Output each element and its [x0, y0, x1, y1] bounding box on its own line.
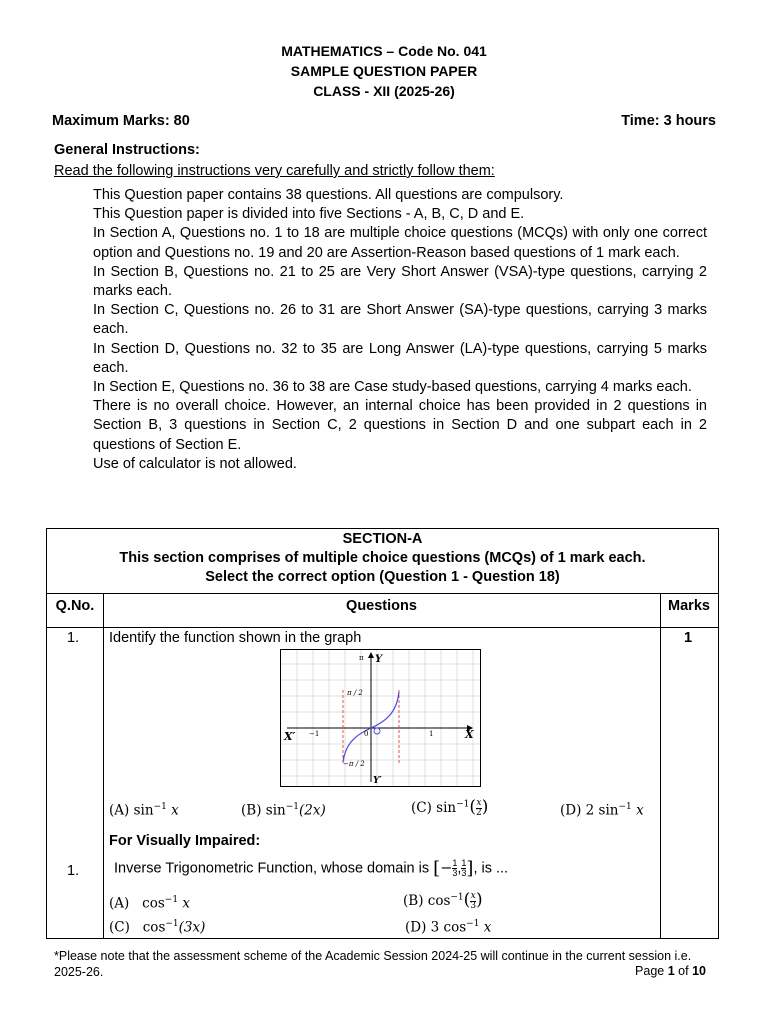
- tick-label-neg1: −1: [309, 730, 320, 738]
- column-header-questions: Questions: [103, 594, 660, 628]
- x-neg-axis-label: X′: [284, 730, 296, 743]
- general-instructions-title: General Instructions:: [54, 142, 200, 158]
- tick-label-1: 1: [429, 730, 434, 738]
- instruction-item: In Section D, Questions no. 32 to 35 are Long Answer (LA)-type questions, carrying 5 marks each.: [93, 340, 707, 376]
- y-neg-axis-label: Y′: [373, 776, 382, 786]
- instruction-item: This Question paper contains 38 questions. All questions are compulsory.: [93, 187, 564, 203]
- vi-option-a: (A) $\cos^{-1} x$: [109, 895, 190, 912]
- option-b: (B) $\sin^{-1}(2x)$: [241, 802, 326, 819]
- paper-title: MATHEMATICS – Code No. 041: [281, 43, 487, 59]
- time-allowed: Time: 3 hours: [621, 113, 716, 129]
- section-description: This section comprises of multiple choice questions (MCQs) of 1 mark each.: [119, 550, 646, 566]
- general-instructions-subtitle: Read the following instructions very carefully and strictly follow them:: [54, 163, 495, 179]
- vi-option-c: (C) $\cos^{-1}(3x)$: [109, 919, 206, 936]
- page-number: Page 1 of 10: [635, 964, 706, 978]
- maximum-marks: Maximum Marks: 80: [52, 113, 190, 129]
- paper-subtitle: SAMPLE QUESTION PAPER: [290, 63, 478, 79]
- graph-grid: [281, 650, 480, 786]
- pi-label: π: [359, 654, 364, 662]
- neg-pi-half-label: −π / 2: [343, 760, 365, 768]
- column-divider: [103, 594, 104, 938]
- option-a: (A) $\sin^{-1} x$: [109, 802, 179, 819]
- section-instruction: Select the correct option (Question 1 - Question 18): [205, 569, 560, 585]
- instruction-item: There is no overall choice. However, an internal choice has been provided in 2 questions in Section B, 3 questions in Section C, 2 questions in Section D and one subpart each in 2 questions of Section E.: [93, 398, 707, 453]
- question-marks: 1: [684, 630, 693, 646]
- instruction-item: Use of calculator is not allowed.: [93, 455, 297, 472]
- fraction: $\frac{x}{3}$: [470, 891, 477, 911]
- pi-half-label: π / 2: [347, 689, 363, 697]
- fraction: $\frac{1}{3}$: [461, 858, 467, 878]
- column-divider: [660, 594, 661, 938]
- question-text: Identify the function shown in the graph: [109, 630, 362, 646]
- section-header: [47, 529, 718, 594]
- instructions-list: [93, 186, 707, 474]
- origin-label: 0: [364, 730, 369, 738]
- section-title: SECTION-A: [342, 531, 423, 547]
- vi-option-d: (D) 3 $\cos^{-1} x$: [405, 919, 492, 936]
- inverse-sine-graph: [280, 649, 481, 787]
- vi-question-text: Inverse Trigonometric Function, whose domain is [− $\frac{1}{3}$ , $\frac{1}{3}$ ], is ...: [114, 858, 509, 879]
- vi-option-b: (B) $\cos^{-1}$( $\frac{x}{3}$ ): [403, 890, 483, 911]
- instruction-item: This Question paper is divided into five Sections - A, B, C, D and E.: [93, 206, 525, 223]
- option-d: (D) 2 $\sin^{-1} x$: [560, 802, 644, 819]
- fraction: $\frac{1}{3}$: [452, 858, 458, 878]
- visually-impaired-label: For Visually Impaired:: [109, 833, 261, 849]
- y-axis-arrow: [368, 652, 374, 658]
- instruction-item: In Section A, Questions no. 1 to 18 are multiple choice questions (MCQs) with only one correct option and Questions no. 19 and 20 are Assertion-Reason based questions of 1 mark each.: [93, 225, 707, 261]
- vi-question-number: 1.: [67, 863, 80, 879]
- fraction: $\frac{x}{2}$: [476, 798, 482, 818]
- instruction-item: In Section E, Questions no. 36 to 38 are Case study-based questions, carrying 4 marks each.: [93, 379, 692, 396]
- instruction-item: In Section B, Questions no. 21 to 25 are Very Short Answer (VSA)-type questions, carrying 2 marks each.: [93, 263, 707, 300]
- graph-canvas: [281, 650, 480, 786]
- column-header-marks: Marks: [660, 594, 718, 628]
- class-line: CLASS - XII (2025-26): [313, 83, 455, 99]
- y-axis-label: Y: [375, 654, 383, 665]
- instruction-item: In Section C, Questions no. 26 to 31 are Short Answer (SA)-type questions, carrying 3 marks each.: [93, 302, 707, 338]
- option-c: (C) $\sin^{-1}$( $\frac{x}{2}$ ): [411, 797, 489, 818]
- column-header-qno: Q.No.: [47, 594, 103, 628]
- footer-note: *Please note that the assessment scheme of the Academic Session 2024-25 will continue in the current session i.e. 2025-26.: [54, 949, 692, 979]
- x-axis-label: X: [465, 728, 474, 741]
- question-number: 1.: [67, 630, 80, 646]
